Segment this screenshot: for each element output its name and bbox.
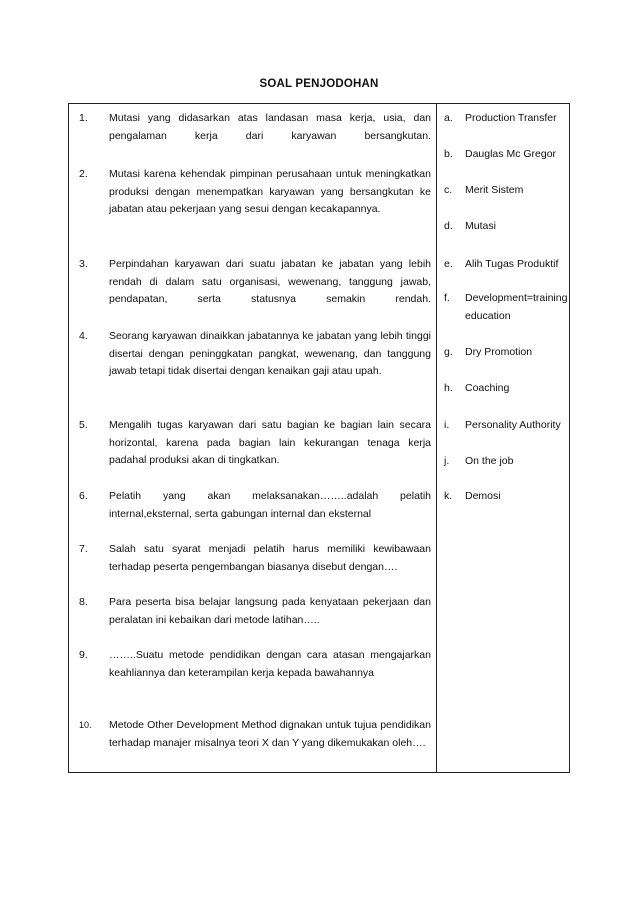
answer-text: Mutasi (465, 220, 496, 232)
question-number: 6. (79, 490, 88, 502)
answer-letter: d. (444, 220, 453, 232)
matching-table (68, 103, 570, 773)
answer-letter: f. (444, 292, 450, 304)
answer-text: Demosi (465, 490, 501, 502)
answer-text: Development=training education (465, 292, 568, 322)
answer-text: Coaching (465, 382, 510, 394)
question-text: Metode Other Development Method dignakan untuk tujua pendidikan terhadap manajer misalnya teori X dan Y yang dikemukakan oleh…. (109, 719, 431, 749)
answer-letter: a. (444, 112, 453, 124)
answer-text: Dauglas Mc Gregor (465, 148, 557, 160)
question-number: 1. (79, 112, 88, 124)
question-text: Para peserta bisa belajar langsung pada kenyataan pekerjaan dan peralatan ini kebaikan dari metode latihan….. (109, 596, 431, 626)
question-number: 3. (79, 258, 88, 270)
question-text: Seorang karyawan dinaikkan jabatannya ke jabatan yang lebih tinggi disertai dengan peninggkatan pangkat, wewenang, dan tanggung jawab tetapi tidak disertai dengan kenaikan gaji atau upah. (109, 330, 431, 377)
question-text: Mengalih tugas karyawan dari satu bagian ke bagian lain secara horizontal, karena pada bagian lain kekurangan tenaga kerja padahal produksi akan di tingkatkan. (109, 419, 431, 466)
question-text: Mutasi yang didasarkan atas landasan masa kerja, usia, dan pengalaman kerja dari karyawan bersangkutan. (109, 112, 431, 142)
answer-letter: g. (444, 346, 453, 358)
answer-letter: b. (444, 148, 453, 160)
answer-letter: j. (444, 455, 450, 467)
question-number: 10. (79, 720, 92, 730)
question-text: Salah satu syarat menjadi pelatih harus memiliki kewibawaan terhadap peserta pengembangan biasanya disebut dengan…. (109, 543, 431, 573)
answer-text: Production Transfer (465, 112, 557, 124)
question-number: 9. (79, 649, 88, 661)
question-number: 8. (79, 596, 88, 608)
question-number: 7. (79, 543, 88, 555)
question-text: Mutasi karena kehendak pimpinan perusahaan untuk meningkatkan produksi dengan menempatkan karyawan yang bersangkutan ke jabatan atau pekerjaan yang sesui dengan kecakapannya. (109, 168, 431, 215)
answer-text: Dry Promotion (465, 346, 533, 358)
question-text: Pelatih yang akan melaksanakan……..adalah pelatih internal,eksternal, serta gabungan internal dan eksternal (109, 490, 431, 520)
question-text: ……..Suatu metode pendidikan dengan cara atasan mengajarkan keahliannya dan keterampilan kerja kepada bawahannya (109, 649, 431, 679)
question-number: 2. (79, 168, 88, 180)
answer-text: Personality Authority (465, 419, 561, 431)
column-divider (436, 104, 437, 772)
answer-letter: k. (444, 490, 453, 502)
question-text: Perpindahan karyawan dari suatu jabatan ke jabatan yang lebih rendah di dalam satu organisasi, wewenang, tanggung jawab, pendapatan, serta statusnya semakin rendah. (109, 258, 431, 305)
answer-letter: i. (444, 419, 450, 431)
answer-letter: e. (444, 258, 453, 270)
answer-letter: h. (444, 382, 453, 394)
answer-text: On the job (465, 455, 514, 467)
page-title: SOAL PENJODOHAN (259, 78, 379, 90)
question-number: 4. (79, 330, 88, 342)
answer-letter: c. (444, 184, 453, 196)
answer-text: Alih Tugas Produktif (465, 258, 559, 270)
answer-text: Merit Sistem (465, 184, 524, 196)
question-number: 5. (79, 419, 88, 431)
